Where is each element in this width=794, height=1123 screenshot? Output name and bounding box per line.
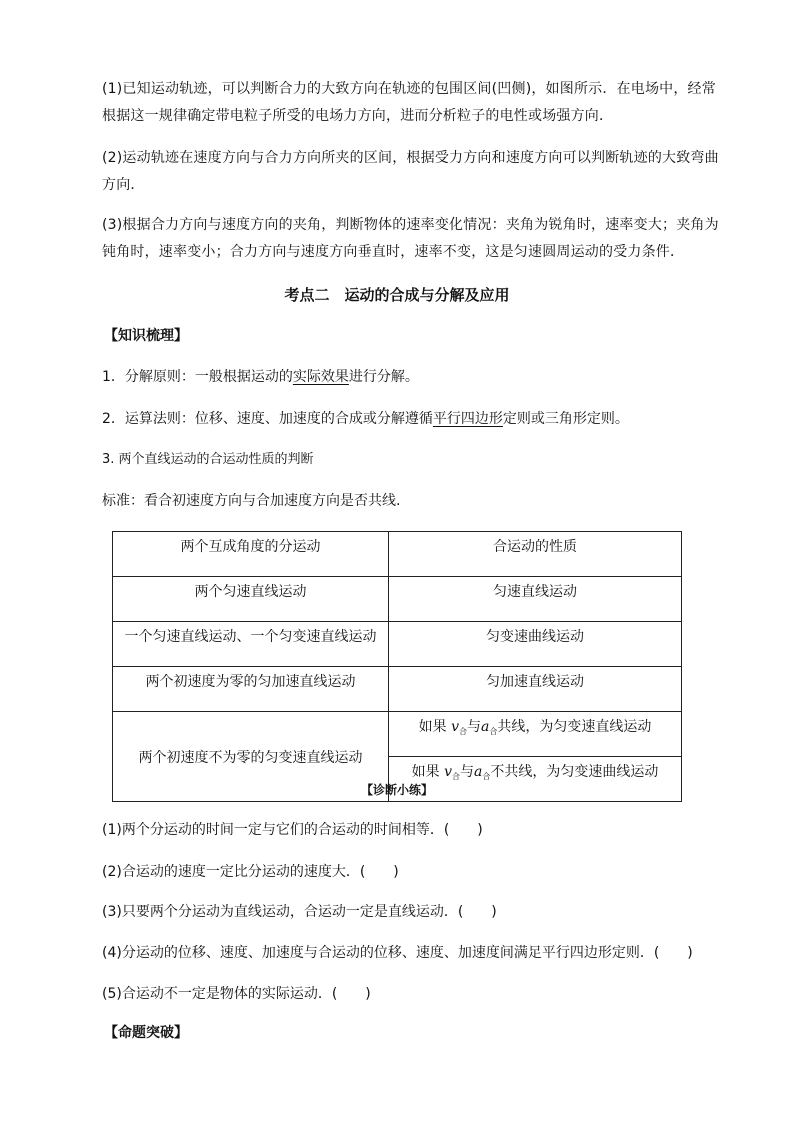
table-header-cell: 合运动的性质 xyxy=(389,532,682,577)
diagnosis-item: (1)两个分运动的时间一定与它们的合运动的时间相等．( ) xyxy=(102,822,483,838)
diagnosis-label: 【诊断小练】 xyxy=(360,783,433,797)
table-row xyxy=(113,622,682,667)
section-title: 考点二 运动的合成与分解及应用 xyxy=(284,286,510,304)
rule-decomposition xyxy=(102,367,419,387)
judgement-standard: 标准：看合初速度方向与合加速度方向是否共线. xyxy=(102,493,401,509)
table-cell: 两个匀速直线运动 xyxy=(113,577,389,622)
rule-operation-suffix: 定则或三角形定则。 xyxy=(502,411,629,427)
velocity-symbol: v xyxy=(444,764,452,780)
cell-text: 与 xyxy=(460,764,474,780)
subscript: 合 xyxy=(459,727,467,736)
knowledge-label: 【知识梳理】 xyxy=(104,328,188,344)
motion-property-table xyxy=(112,531,682,802)
table-cell: 一个匀速直线运动、一个匀变速直线运动 xyxy=(113,622,389,667)
table-row xyxy=(113,577,682,622)
acceleration-symbol: a xyxy=(481,719,490,735)
paragraph-trajectory-region: (2)运动轨迹在速度方向与合力方向所夹的区间，根据受力方向和速度方向可以判断轨迹的大致弯曲方向． xyxy=(102,150,719,193)
cell-text: 如果 xyxy=(411,764,445,780)
rule-judgement: 3. 两个直线运动的合运动性质的判断 xyxy=(102,452,314,467)
cell-text: 与 xyxy=(467,719,481,735)
paragraph-speed-change: (3)根据合力方向与速度方向的夹角，判断物体的速率变化情况：夹角为锐角时，速率变大；夹角为钝角时，速率变小；合力方向与速度方向垂直时，速率不变，这是匀速圆周运动的受力条件． xyxy=(102,217,719,260)
cell-text: 不共线，为匀变速曲线运动 xyxy=(490,764,659,780)
diagnosis-item: (3)只要两个分运动为直线运动，合运动一定是直线运动．( ) xyxy=(102,904,497,920)
rule-operation-key: 平行四边形 xyxy=(432,411,503,427)
table-cell: 匀变速曲线运动 xyxy=(389,622,682,667)
cell-text: 如果 xyxy=(418,719,452,735)
subscript: 合 xyxy=(452,772,460,781)
table-header-row xyxy=(113,532,682,577)
paragraph-trajectory-force: (1)已知运动轨迹，可以判断合力的大致方向在轨迹的包围区间(凹侧)，如图所示．在电场中，经常根据这一规律确定带电粒子所受的电场力方向，进而分析粒子的电性或场强方向． xyxy=(102,81,716,124)
velocity-symbol: v xyxy=(451,719,459,735)
table-cell: 匀加速直线运动 xyxy=(389,667,682,712)
breakthrough-label: 【命题突破】 xyxy=(104,1025,188,1041)
subscript: 合 xyxy=(489,727,498,736)
rule-operation-prefix: 2．运算法则：位移、速度、加速度的合成或分解遵循 xyxy=(102,411,433,427)
acceleration-symbol: a xyxy=(474,764,483,780)
table-cell: 两个初速度不为零的匀变速直线运动 xyxy=(113,712,389,802)
rule-decomposition-prefix: 1．分解原则：一般根据运动的 xyxy=(102,369,293,385)
table-row xyxy=(113,712,682,757)
rule-operation xyxy=(102,409,629,429)
table-header-cell: 两个互成角度的分运动 xyxy=(113,532,389,577)
table-cell: 两个初速度为零的匀加速直线运动 xyxy=(113,667,389,712)
diagnosis-item: (5)合运动不一定是物体的实际运动．( ) xyxy=(102,986,371,1002)
diagnosis-item: (2)合运动的速度一定比分运动的速度大．( ) xyxy=(102,864,399,880)
table-row xyxy=(113,667,682,712)
table-cell-collinear xyxy=(389,712,682,757)
rule-decomposition-key: 实际效果 xyxy=(292,369,349,385)
rule-decomposition-suffix: 进行分解。 xyxy=(348,369,419,385)
table-cell: 匀速直线运动 xyxy=(389,577,682,622)
subscript: 合 xyxy=(482,772,491,781)
diagnosis-item: (4)分运动的位移、速度、加速度与合运动的位移、速度、加速度间满足平行四边形定则．( ) xyxy=(102,945,693,961)
cell-text: 共线，为匀变速直线运动 xyxy=(497,719,652,735)
